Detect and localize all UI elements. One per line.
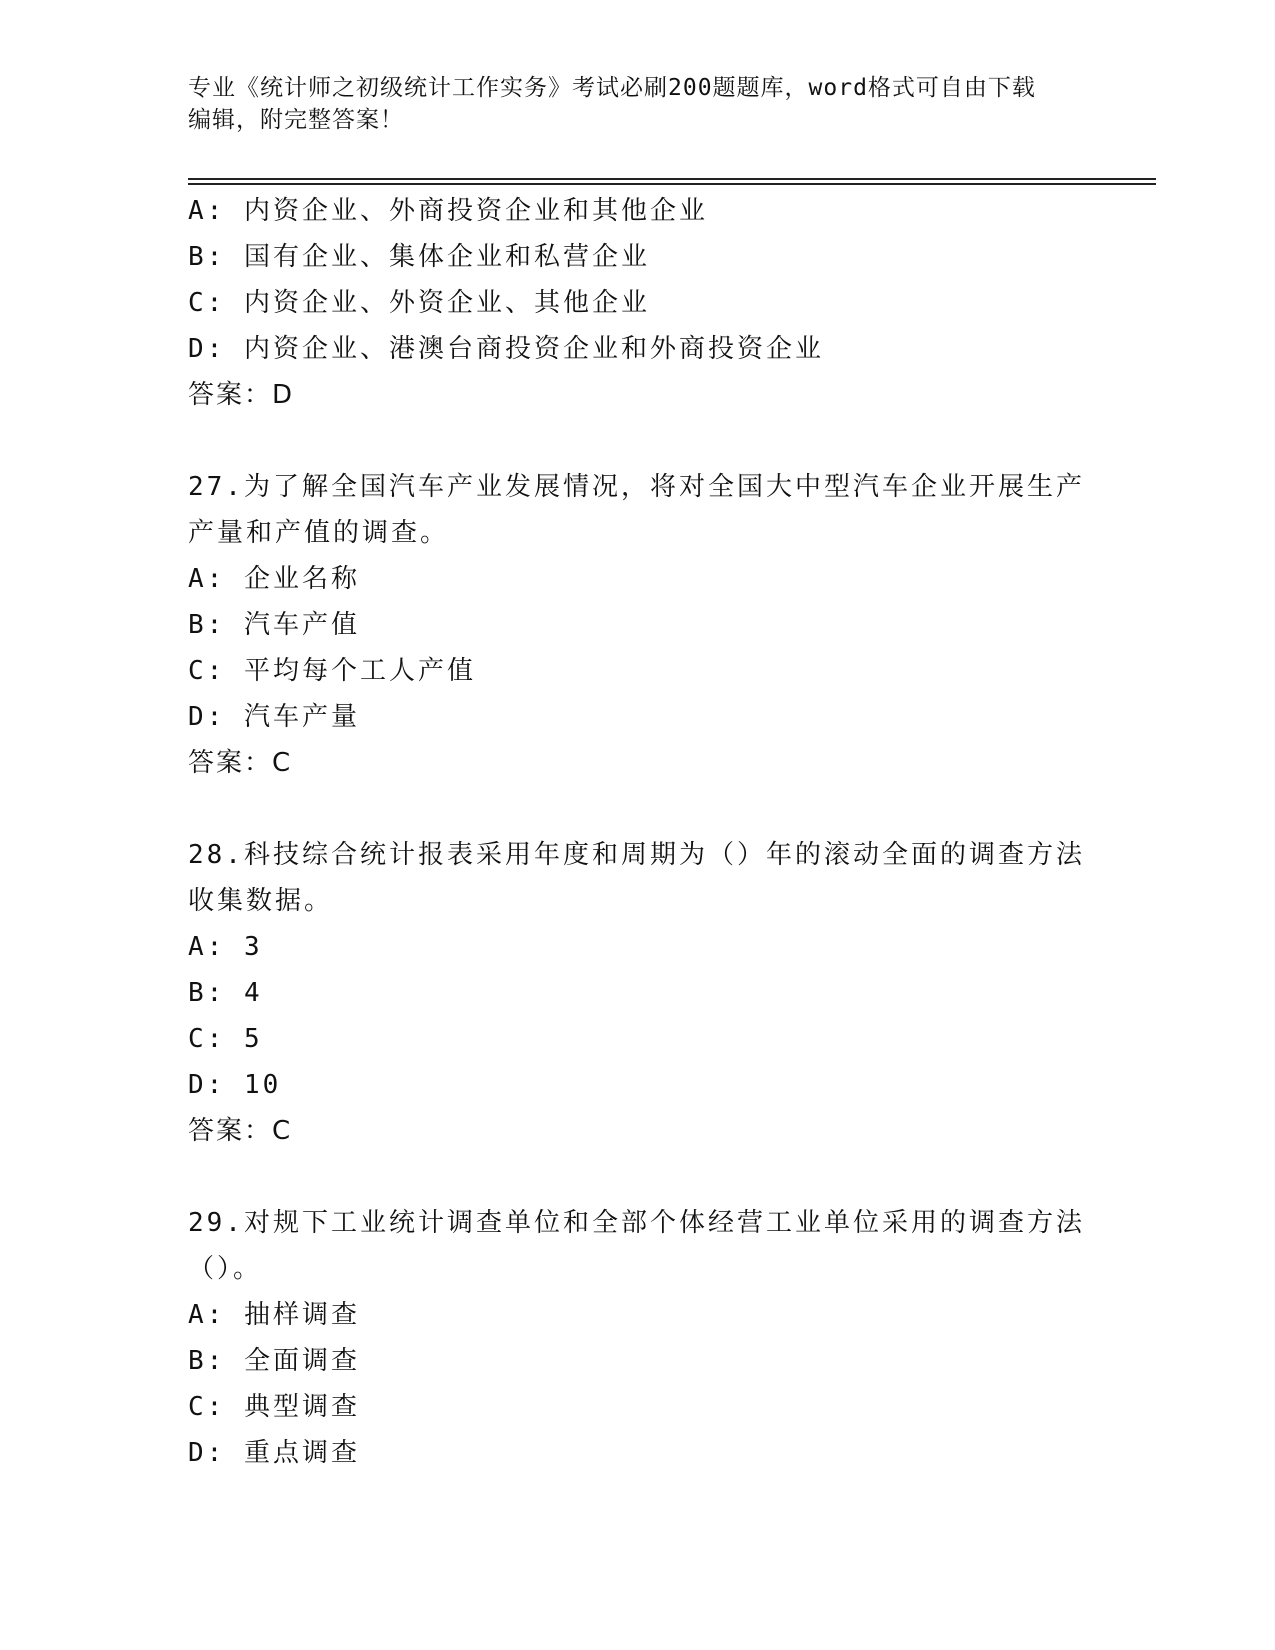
option-b: B: 全面调查 [188, 1346, 360, 1376]
option-d: D: 汽车产量 [188, 702, 360, 732]
header-line-2: 编辑，附完整答案！ [188, 107, 404, 133]
header-line-1: 专业《统计师之初级统计工作实务》考试必刷200题题库，word格式可自由下载 [188, 75, 1036, 101]
question-26 [188, 188, 1088, 418]
question-stem-line-2: 产量和产值的调查。 [188, 518, 450, 548]
question-stem [188, 1200, 1088, 1292]
question-stem-line-1: 29.对规下工业统计调查单位和全部个体经营工业单位采用的调查方法 [188, 1208, 1085, 1238]
option-c: C: 5 [188, 1024, 263, 1054]
answer: 答案：D [188, 380, 295, 410]
question-stem-line-2: （）。 [188, 1254, 263, 1284]
question-stem [188, 832, 1088, 924]
option-d: D: 10 [188, 1070, 282, 1100]
option-d: D: 内资企业、港澳台商投资企业和外商投资企业 [188, 334, 824, 364]
question-stem-line-1: 27.为了解全国汽车产业发展情况，将对全国大中型汽车企业开展生产 [188, 472, 1085, 502]
option-c: C: 平均每个工人产值 [188, 656, 476, 686]
question-list [188, 188, 1088, 1476]
option-b: B: 国有企业、集体企业和私营企业 [188, 242, 650, 272]
question-stem-line-2: 收集数据。 [188, 886, 334, 916]
header-rule-top [188, 178, 1156, 180]
option-d: D: 重点调查 [188, 1438, 360, 1468]
option-c: C: 典型调查 [188, 1392, 360, 1422]
option-b: B: 4 [188, 978, 263, 1008]
answer: 答案：C [188, 1116, 293, 1146]
question-29 [188, 1200, 1088, 1476]
question-stem [188, 464, 1088, 556]
option-a: A: 内资企业、外商投资企业和其他企业 [188, 196, 708, 226]
option-b: B: 汽车产值 [188, 610, 360, 640]
question-27 [188, 464, 1088, 786]
question-stem-line-1: 28.科技综合统计报表采用年度和周期为（）年的滚动全面的调查方法 [188, 840, 1085, 870]
header-rule-bottom [188, 183, 1156, 185]
document-header [188, 72, 1088, 136]
option-c: C: 内资企业、外资企业、其他企业 [188, 288, 650, 318]
option-a: A: 企业名称 [188, 564, 360, 594]
answer: 答案：C [188, 748, 293, 778]
option-a: A: 抽样调查 [188, 1300, 360, 1330]
option-a: A: 3 [188, 932, 263, 962]
question-28 [188, 832, 1088, 1154]
